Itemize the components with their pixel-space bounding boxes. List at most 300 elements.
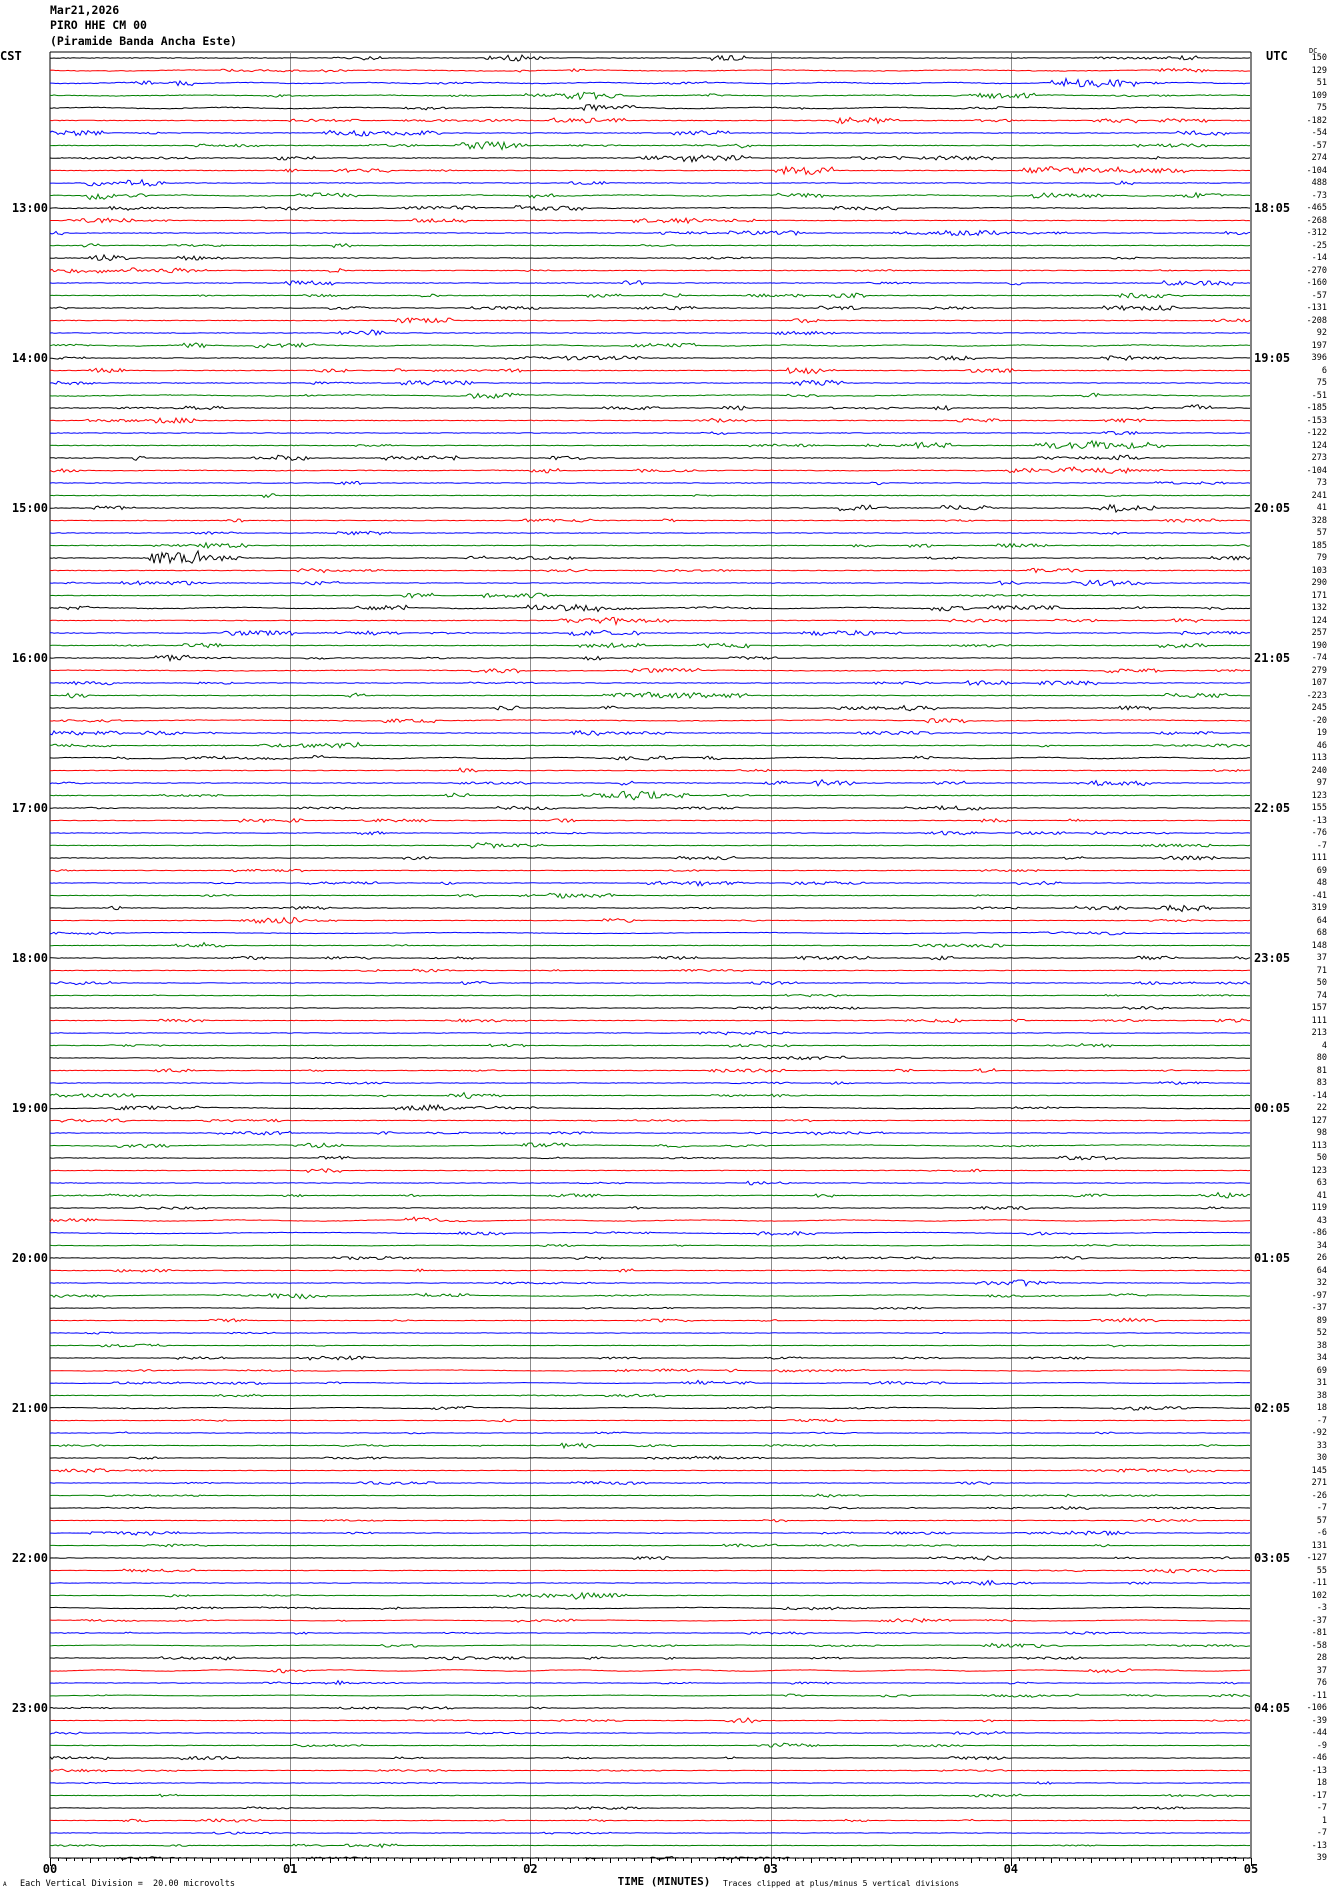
trace-line <box>50 255 1250 261</box>
dc-offset-label: -153 <box>1306 415 1327 426</box>
dc-offset-label: -86 <box>1311 1228 1327 1238</box>
trace-line <box>50 932 1250 935</box>
dc-offset-label: 124 <box>1311 440 1327 451</box>
dc-offset-label: -208 <box>1306 315 1327 326</box>
dc-offset-label: -122 <box>1306 428 1327 438</box>
dc-offset-label: -20 <box>1311 715 1327 726</box>
hour-label-utc: 20:05 <box>1254 501 1291 515</box>
trace-line <box>50 1757 1250 1760</box>
dc-offset-label: 34 <box>1316 1353 1327 1363</box>
x-tick-label: 03 <box>763 1862 778 1876</box>
x-tick-label: 00 <box>42 1862 58 1876</box>
dc-offset-label: 64 <box>1316 915 1327 926</box>
dc-offset-label: 19 <box>1316 728 1327 738</box>
dc-offset-label: -104 <box>1306 465 1327 476</box>
trace-line <box>50 244 1250 248</box>
trace-line <box>50 167 1250 175</box>
trace-line <box>50 831 1250 835</box>
trace-line <box>50 605 1250 612</box>
trace-line <box>50 1105 1250 1110</box>
trace-line <box>50 1632 1250 1635</box>
dc-offset-label: -73 <box>1311 190 1327 201</box>
trace-line <box>50 1380 1250 1384</box>
trace-line <box>50 1718 1250 1723</box>
trace-line <box>50 1217 1250 1222</box>
dc-offset-label: 37 <box>1316 1665 1327 1676</box>
dc-offset-label: 150 <box>1311 53 1327 63</box>
dc-offset-label: -7 <box>1316 1828 1327 1838</box>
trace-line <box>50 1743 1250 1747</box>
dc-offset-label: 92 <box>1316 328 1327 338</box>
dc-offset-label: 81 <box>1316 1065 1327 1076</box>
hour-label-utc: 23:05 <box>1254 951 1291 965</box>
hour-label-cst: 15:00 <box>11 501 48 515</box>
right-axis-timezone-label: UTC <box>1266 49 1288 63</box>
x-tick-label: 02 <box>523 1862 538 1876</box>
dc-offset-label: 38 <box>1316 1390 1327 1401</box>
trace-line <box>50 1643 1250 1647</box>
hour-label-cst: 13:00 <box>11 201 48 215</box>
trace-line <box>50 1369 1250 1372</box>
dc-offset-label: -41 <box>1311 890 1327 901</box>
trace-line <box>50 806 1250 810</box>
trace-line <box>50 1581 1250 1586</box>
x-tick-label: 04 <box>1003 1862 1019 1876</box>
dc-offset-label: 127 <box>1311 1115 1327 1126</box>
hour-label-cst: 18:00 <box>11 951 48 965</box>
trace-line <box>50 1782 1250 1784</box>
trace-line <box>50 55 1250 61</box>
trace-line <box>50 494 1250 498</box>
dc-offset-label: -6 <box>1316 1528 1327 1538</box>
dc-offset-label: -97 <box>1311 1290 1327 1301</box>
trace-line <box>50 218 1250 223</box>
trace-line <box>50 869 1250 871</box>
hour-label-utc: 22:05 <box>1254 801 1291 815</box>
trace-line <box>50 92 1250 99</box>
trace-line <box>50 719 1250 723</box>
hour-label-cst: 17:00 <box>11 801 48 815</box>
dc-offset-label: -7 <box>1316 1503 1327 1513</box>
dc-offset-label: 39 <box>1316 1853 1327 1863</box>
dc-offset-label: 488 <box>1311 178 1327 188</box>
trace-line <box>50 293 1250 298</box>
dc-offset-label: -13 <box>1311 1765 1327 1776</box>
dc-offset-label: 80 <box>1316 1053 1327 1063</box>
dc-offset-label: 75 <box>1316 378 1327 388</box>
trace-line <box>50 118 1250 124</box>
trace-line <box>50 380 1250 385</box>
dc-offset-label: -57 <box>1311 140 1327 151</box>
trace-line <box>50 1844 1250 1848</box>
dc-offset-label: -25 <box>1311 240 1327 251</box>
dc-offset-label: 124 <box>1311 615 1327 626</box>
dc-offset-label: 197 <box>1311 340 1327 351</box>
dc-offset-label: -11 <box>1311 1690 1327 1701</box>
trace-line <box>50 1443 1250 1448</box>
dc-offset-label: 113 <box>1311 753 1327 763</box>
x-axis-title: TIME (MINUTES) <box>617 1875 711 1888</box>
trace-line <box>50 692 1250 698</box>
dc-offset-label: -312 <box>1306 228 1327 238</box>
trace-line <box>50 917 1250 923</box>
dc-offset-label: 98 <box>1316 1128 1327 1138</box>
dc-offset-label: -14 <box>1311 253 1327 263</box>
trace-line <box>50 281 1250 286</box>
trace-line <box>50 531 1250 534</box>
dc-offset-label: -37 <box>1311 1303 1327 1313</box>
dc-offset-label: 43 <box>1316 1215 1327 1226</box>
trace-line <box>50 593 1250 598</box>
dc-offset-label: 28 <box>1316 1653 1327 1663</box>
trace-line <box>50 1232 1250 1236</box>
trace-line <box>50 543 1250 548</box>
dc-offset-label: 76 <box>1316 1678 1327 1688</box>
trace-line <box>50 1119 1250 1122</box>
trace-line <box>50 1293 1250 1298</box>
dc-offset-label: 319 <box>1311 903 1327 913</box>
trace-line <box>50 432 1250 435</box>
dc-offset-label: 111 <box>1311 1015 1327 1026</box>
trace-line <box>50 1069 1250 1073</box>
dc-offset-label: -76 <box>1311 828 1327 838</box>
trace-line <box>50 405 1250 411</box>
dc-offset-label: 107 <box>1311 678 1327 688</box>
dc-offset-label: -131 <box>1306 303 1327 313</box>
trace-line <box>50 268 1250 273</box>
trace-line <box>50 519 1250 522</box>
trace-line <box>50 318 1250 323</box>
hour-label-cst: 14:00 <box>11 351 48 365</box>
trace-line <box>50 1556 1250 1560</box>
trace-line <box>50 1707 1250 1709</box>
dc-offset-label: 26 <box>1316 1253 1327 1263</box>
trace-line <box>50 743 1250 748</box>
trace-line <box>50 1131 1250 1135</box>
dc-offset-label: 69 <box>1316 1365 1327 1376</box>
dc-offset-label: 273 <box>1311 453 1327 463</box>
trace-line <box>50 418 1250 423</box>
trace-line <box>50 343 1250 348</box>
trace-line <box>50 981 1250 984</box>
hour-label-utc: 01:05 <box>1254 1251 1291 1265</box>
dc-offset-label: -44 <box>1311 1728 1327 1738</box>
dc-offset-label: -9 <box>1316 1740 1327 1751</box>
dc-offset-label: 64 <box>1316 1265 1327 1276</box>
corner-mark: A <box>3 1881 7 1888</box>
dc-offset-label: 103 <box>1311 565 1327 576</box>
dc-offset-label: 6 <box>1321 365 1327 376</box>
dc-offset-label: 245 <box>1311 703 1327 713</box>
trace-line <box>50 1044 1250 1048</box>
trace-line <box>50 1082 1250 1085</box>
dc-offset-label: 37 <box>1316 953 1327 963</box>
trace-line <box>50 1569 1250 1573</box>
dc-offset-label: 123 <box>1311 1165 1327 1176</box>
trace-line <box>50 1406 1250 1410</box>
trace-line <box>50 568 1250 572</box>
trace-line <box>50 1482 1250 1485</box>
dc-offset-header: DC <box>1309 47 1318 55</box>
dc-offset-label: 97 <box>1316 778 1327 788</box>
dc-offset-label: -57 <box>1311 290 1327 301</box>
dc-offset-label: 69 <box>1316 865 1327 876</box>
trace-line <box>50 856 1250 860</box>
trace-line <box>50 1332 1250 1334</box>
hour-label-cst: 20:00 <box>11 1251 48 1265</box>
dc-offset-label: 89 <box>1316 1315 1327 1326</box>
dc-offset-label: 129 <box>1311 65 1327 76</box>
dc-offset-label: 396 <box>1311 353 1327 363</box>
dc-offset-label: -11 <box>1311 1578 1327 1588</box>
hour-label-utc: 19:05 <box>1254 351 1291 365</box>
trace-line <box>50 1019 1250 1023</box>
trace-line <box>50 1769 1250 1772</box>
trace-line <box>50 231 1250 236</box>
dc-offset-label: -58 <box>1311 1640 1327 1651</box>
dc-offset-label: -14 <box>1311 1090 1327 1101</box>
trace-line <box>50 1807 1250 1810</box>
trace-line <box>50 551 1250 563</box>
trace-line <box>50 455 1250 460</box>
dc-offset-label: -81 <box>1311 1628 1327 1638</box>
dc-offset-label: -7 <box>1316 840 1327 851</box>
dc-offset-label: 18 <box>1316 1778 1327 1788</box>
trace-line <box>50 893 1250 898</box>
hour-label-cst: 23:00 <box>11 1701 48 1715</box>
trace-line <box>50 193 1250 200</box>
dc-offset-label: 148 <box>1311 940 1327 951</box>
dc-offset-label: 18 <box>1316 1403 1327 1413</box>
trace-line <box>50 681 1250 685</box>
trace-line <box>50 994 1250 996</box>
hour-label-utc: 02:05 <box>1254 1401 1291 1415</box>
hour-label-utc: 18:05 <box>1254 201 1291 215</box>
dc-offset-label: 57 <box>1316 528 1327 538</box>
trace-line <box>50 1419 1250 1422</box>
dc-offset-label: 83 <box>1316 1078 1327 1088</box>
dc-offset-label: 113 <box>1311 1140 1327 1151</box>
dc-offset-label: 257 <box>1311 628 1327 638</box>
trace-line <box>50 330 1250 335</box>
trace-line <box>50 1507 1250 1510</box>
dc-offset-label: 119 <box>1311 1203 1327 1213</box>
dc-offset-label: 171 <box>1311 590 1327 601</box>
trace-line <box>50 1056 1250 1059</box>
hour-label-cst: 19:00 <box>11 1101 48 1115</box>
dc-offset-label: -7 <box>1316 1803 1327 1813</box>
trace-line <box>50 306 1250 311</box>
trace-line <box>50 79 1250 88</box>
trace-line <box>50 368 1250 374</box>
scale-note: Each Vertical Division = 20.00 microvolts <box>20 1879 235 1889</box>
dc-offset-label: 157 <box>1311 1003 1327 1013</box>
trace-line <box>50 505 1250 512</box>
dc-offset-label: 111 <box>1311 853 1327 863</box>
dc-offset-label: 145 <box>1311 1465 1327 1476</box>
x-tick-label: 05 <box>1243 1862 1259 1876</box>
trace-line <box>50 580 1250 585</box>
dc-offset-label: -3 <box>1316 1603 1327 1613</box>
trace-line <box>50 1456 1250 1459</box>
dc-offset-label: -160 <box>1306 278 1327 288</box>
trace-line <box>50 1494 1250 1497</box>
trace-line <box>50 482 1250 485</box>
trace-line <box>50 1344 1250 1347</box>
trace-line <box>50 1657 1250 1660</box>
dc-offset-label: 279 <box>1311 665 1327 676</box>
dc-offset-label: 55 <box>1316 1565 1327 1576</box>
dc-offset-label: 4 <box>1321 1040 1327 1051</box>
dc-offset-label: -7 <box>1316 1415 1327 1426</box>
dc-offset-label: -127 <box>1306 1553 1327 1563</box>
plot-date: Mar21,2026 <box>50 3 120 17</box>
dc-offset-label: 74 <box>1316 990 1327 1001</box>
dc-offset-label: 73 <box>1316 478 1327 488</box>
station-name: (Piramide Banda Ancha Este) <box>50 34 237 48</box>
trace-line <box>50 1169 1250 1173</box>
trace-line <box>50 356 1250 360</box>
hour-label-utc: 00:05 <box>1254 1101 1291 1115</box>
dc-offset-label: -17 <box>1311 1790 1327 1801</box>
trace-line <box>50 768 1250 772</box>
dc-offset-label: 271 <box>1311 1478 1327 1488</box>
dc-offset-label: -13 <box>1311 1840 1327 1851</box>
dc-offset-label: 46 <box>1316 740 1327 751</box>
dc-offset-label: 48 <box>1316 878 1327 888</box>
dc-offset-label: 33 <box>1316 1440 1327 1451</box>
trace-line <box>50 1318 1250 1322</box>
dc-offset-label: -54 <box>1311 128 1327 138</box>
trace-line <box>50 441 1250 449</box>
trace-line <box>50 881 1250 885</box>
hour-label-cst: 21:00 <box>11 1401 48 1415</box>
trace-line <box>50 843 1250 848</box>
trace-line <box>50 643 1250 648</box>
trace-line <box>50 1269 1250 1272</box>
dc-offset-label: 185 <box>1311 540 1327 551</box>
trace-line <box>50 969 1250 972</box>
dc-offset-label: 102 <box>1311 1590 1327 1601</box>
trace-line <box>50 1244 1250 1246</box>
dc-offset-label: 328 <box>1311 515 1327 526</box>
dc-offset-label: -37 <box>1311 1615 1327 1626</box>
trace-line <box>50 906 1250 912</box>
trace-line <box>50 1732 1250 1735</box>
trace-line <box>50 1307 1250 1309</box>
dc-offset-label: -13 <box>1311 815 1327 826</box>
dc-offset-label: 132 <box>1311 603 1327 613</box>
dc-offset-label: 190 <box>1311 640 1327 651</box>
dc-offset-label: 30 <box>1316 1453 1327 1463</box>
left-axis-timezone-label: CST <box>0 49 22 63</box>
trace-line <box>50 1156 1250 1160</box>
dc-offset-label: 41 <box>1316 1190 1327 1201</box>
dc-offset-label: -46 <box>1311 1753 1327 1763</box>
trace-line <box>50 1619 1250 1623</box>
x-tick-label: 01 <box>282 1862 298 1876</box>
dc-offset-label: 68 <box>1316 928 1327 938</box>
trace-line <box>50 1519 1250 1521</box>
station-channel: PIRO HHE CM 00 <box>50 18 147 32</box>
dc-offset-label: -182 <box>1306 115 1327 126</box>
trace-line <box>50 1007 1250 1010</box>
trace-line <box>50 1794 1250 1797</box>
dc-offset-label: -106 <box>1306 1703 1327 1713</box>
dc-offset-label: -39 <box>1311 1715 1327 1726</box>
dc-offset-label: -185 <box>1306 403 1327 413</box>
trace-line <box>50 1193 1250 1198</box>
trace-line <box>50 142 1250 150</box>
trace-line <box>50 1432 1250 1434</box>
dc-offset-label: 22 <box>1316 1103 1327 1113</box>
dc-offset-label: -270 <box>1306 265 1327 276</box>
trace-line <box>50 1257 1250 1260</box>
trace-line <box>50 1531 1250 1535</box>
dc-offset-label: 57 <box>1316 1515 1327 1526</box>
dc-offset-label: 38 <box>1316 1340 1327 1351</box>
trace-line <box>50 1356 1250 1360</box>
trace-line <box>50 1143 1250 1148</box>
trace-line <box>50 180 1250 186</box>
dc-offset-label: 155 <box>1311 803 1327 813</box>
dc-offset-label: 31 <box>1316 1378 1327 1388</box>
trace-line <box>50 756 1250 761</box>
trace-line <box>50 630 1250 635</box>
dc-offset-label: 79 <box>1316 553 1327 563</box>
hour-label-utc: 04:05 <box>1254 1701 1291 1715</box>
hour-label-cst: 22:00 <box>11 1551 48 1565</box>
dc-offset-label: 52 <box>1316 1328 1327 1338</box>
trace-line <box>50 731 1250 736</box>
trace-line <box>50 791 1250 800</box>
dc-offset-label: -26 <box>1311 1490 1327 1501</box>
dc-offset-label: -223 <box>1306 690 1327 701</box>
dc-offset-label: 63 <box>1316 1178 1327 1188</box>
trace-line <box>50 467 1250 473</box>
trace-line <box>50 1031 1250 1035</box>
dc-offset-label: 32 <box>1316 1278 1327 1288</box>
trace-line <box>50 1544 1250 1547</box>
trace-line <box>50 1181 1250 1185</box>
dc-offset-label: 240 <box>1311 765 1327 776</box>
trace-line <box>50 393 1250 398</box>
dc-offset-label: -104 <box>1306 165 1327 176</box>
hour-label-utc: 03:05 <box>1254 1551 1291 1565</box>
trace-line <box>50 1394 1250 1397</box>
dc-offset-label: -465 <box>1306 203 1327 213</box>
dc-offset-label: 51 <box>1316 78 1327 88</box>
dc-offset-label: -92 <box>1311 1428 1327 1438</box>
trace-line <box>50 1681 1250 1685</box>
trace-line <box>50 1280 1250 1286</box>
dc-offset-label: -74 <box>1311 653 1327 663</box>
trace-line <box>50 206 1250 211</box>
trace-line <box>50 1819 1250 1822</box>
dc-offset-label: 75 <box>1316 103 1327 113</box>
dc-offset-label: 274 <box>1311 153 1327 163</box>
hour-label-cst: 16:00 <box>11 651 48 665</box>
trace-line <box>50 1607 1250 1610</box>
dc-offset-label: 290 <box>1311 578 1327 588</box>
trace-line <box>50 155 1250 161</box>
trace-line <box>50 956 1250 960</box>
dc-offset-label: 34 <box>1316 1240 1327 1251</box>
dc-offset-label: 50 <box>1316 978 1327 988</box>
trace-line <box>50 1207 1250 1210</box>
dc-offset-label: 1 <box>1321 1815 1327 1826</box>
dc-offset-label: 241 <box>1311 490 1327 501</box>
